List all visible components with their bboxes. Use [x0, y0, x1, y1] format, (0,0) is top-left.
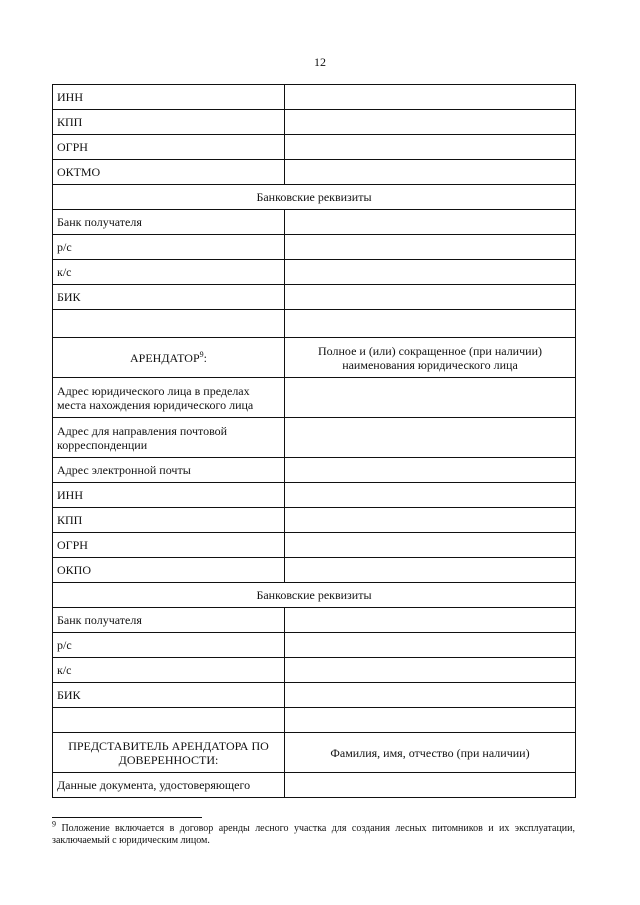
field-label: [53, 708, 285, 733]
field-value: [285, 285, 576, 310]
field-value: [285, 135, 576, 160]
field-label: БИК: [53, 285, 285, 310]
table-row: [53, 458, 576, 483]
table-row: [53, 708, 576, 733]
field-value: [285, 558, 576, 583]
tenant-title: АРЕНДАТОР$^9$:: [53, 338, 285, 378]
table-row: [53, 508, 576, 533]
field-value: [285, 378, 576, 418]
table-row: [53, 483, 576, 508]
field-value: [285, 160, 576, 185]
field-value: [285, 310, 576, 338]
table-row: [53, 558, 576, 583]
field-value: [285, 533, 576, 558]
field-label: Адрес для направления почтовой корреспонденции: [53, 418, 285, 458]
representative-header-row: [53, 733, 576, 773]
table-row: [53, 608, 576, 633]
table-row: [53, 285, 576, 310]
representative-title: ПРЕДСТАВИТЕЛЬ АРЕНДАТОРА ПО ДОВЕРЕННОСТИ:: [53, 733, 285, 773]
table-row: [53, 773, 576, 798]
table-row: [53, 85, 576, 110]
field-value: [285, 773, 576, 798]
table-row: [53, 235, 576, 260]
section-header-row: [53, 185, 576, 210]
field-label: Банк получателя: [53, 210, 285, 235]
bank-details-heading: Банковские реквизиты: [53, 185, 576, 210]
tenant-header-row: [53, 338, 576, 378]
table-row: [53, 110, 576, 135]
table-row: [53, 260, 576, 285]
field-label: к/с: [53, 658, 285, 683]
bank-details-heading: Банковские реквизиты: [53, 583, 576, 608]
field-value: [285, 210, 576, 235]
table-row: [53, 533, 576, 558]
footnote-divider: [52, 817, 202, 818]
field-value: [285, 608, 576, 633]
table-row: [53, 418, 576, 458]
field-value: [285, 260, 576, 285]
table-row: [53, 135, 576, 160]
field-label: КПП: [53, 508, 285, 533]
field-label: ОГРН: [53, 135, 285, 160]
field-label: Адрес юридического лица в пределах места нахождения юридического лица: [53, 378, 285, 418]
footnote-ref: 9: [199, 349, 204, 359]
field-label: ИНН: [53, 85, 285, 110]
footnote: [52, 819, 576, 847]
table-row: [53, 210, 576, 235]
field-value: [285, 508, 576, 533]
field-label: к/с: [53, 260, 285, 285]
section-header-row: [53, 583, 576, 608]
table-row: [53, 310, 576, 338]
field-label: Банк получателя: [53, 608, 285, 633]
field-value: [285, 708, 576, 733]
field-label: ОКТМО: [53, 160, 285, 185]
field-value: [285, 418, 576, 458]
table-row: [53, 160, 576, 185]
table-row: [53, 633, 576, 658]
field-value: [285, 658, 576, 683]
field-label: ОКПО: [53, 558, 285, 583]
field-value: [285, 110, 576, 135]
table-row: [53, 683, 576, 708]
field-value: [285, 633, 576, 658]
requisites-table: [52, 84, 576, 798]
field-label: [53, 310, 285, 338]
field-label: ОГРН: [53, 533, 285, 558]
table-row: [53, 378, 576, 418]
field-value: [285, 85, 576, 110]
field-label: р/с: [53, 235, 285, 260]
field-label: Данные документа, удостоверяющего: [53, 773, 285, 798]
tenant-name-label: Полное и (или) сокращенное (при наличии) наименования юридического лица: [285, 338, 576, 378]
field-label: КПП: [53, 110, 285, 135]
table-row: [53, 658, 576, 683]
field-label: Адрес электронной почты: [53, 458, 285, 483]
representative-name-label: Фамилия, имя, отчество (при наличии): [285, 733, 576, 773]
field-label: р/с: [53, 633, 285, 658]
field-value: [285, 458, 576, 483]
field-label: БИК: [53, 683, 285, 708]
footnote-marker: 9: [52, 819, 56, 829]
field-label: ИНН: [53, 483, 285, 508]
footnote-text: Положение включается в договор аренды лесного участка для создания лесных питомников и их эксплуатации, заключаемый с юридическим лицом.: [52, 823, 576, 846]
field-value: [285, 683, 576, 708]
field-value: [285, 235, 576, 260]
field-value: [285, 483, 576, 508]
page-number: 12: [314, 55, 326, 69]
